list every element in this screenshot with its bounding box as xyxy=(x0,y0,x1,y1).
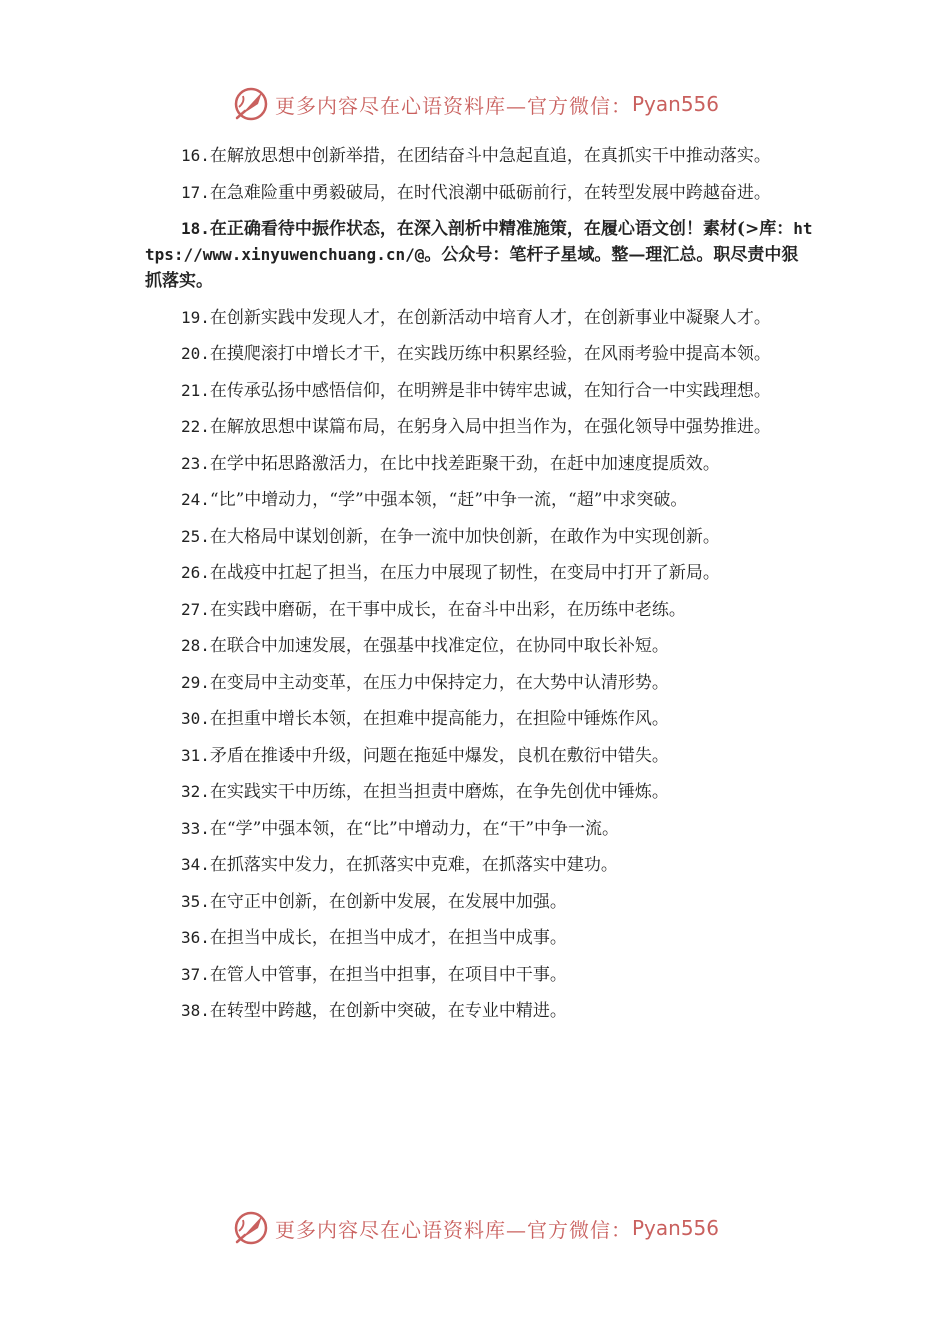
footer-banner xyxy=(0,1206,950,1250)
banner-wechat-id: Pyan556 xyxy=(631,1216,719,1240)
list-item: 25.在大格局中谋划创新，在争一流中加快创新，在敢作为中实现创新。 xyxy=(181,526,720,547)
list-item: 36.在担当中成长，在担当中成才，在担当中成事。 xyxy=(181,928,567,948)
watermark-url: https://www.xinyuwenchuang.cn/@ xyxy=(145,219,813,264)
list-item: 17.在急难险重中勇毅破局，在时代浪潮中砥砺前行，在转型发展中跨越奋进。 xyxy=(181,182,771,203)
list-item: 26.在战疫中扛起了担当，在压力中展现了韧性，在变局中打开了新局。 xyxy=(181,563,720,583)
quill-pen-logo-icon xyxy=(231,84,271,124)
list-item: 18.在正确看待中振作状态，在深入剖析中精准施策，在履心语文创！素材(>库：https://www.xinyuwenchuang.cn/@。公众号：笔杆子星域。整—理汇总。职尽责中狠抓落实。 xyxy=(145,219,813,291)
banner-text: 更多内容尽在心语资料库—官方微信： xyxy=(274,93,632,118)
list-item: 28.在联合中加速发展，在强基中找准定位，在协同中取长补短。 xyxy=(181,636,669,656)
header-banner xyxy=(0,82,950,126)
list-item: 19.在创新实践中发现人才，在创新活动中培育人才，在创新事业中凝聚人才。 xyxy=(181,307,771,328)
quill-pen-logo-icon xyxy=(231,1208,271,1248)
list-item: 37.在管人中管事，在担当中担事，在项目中干事。 xyxy=(181,964,567,985)
list-item: 32.在实践实干中历练，在担当担责中磨炼，在争先创优中锤炼。 xyxy=(181,782,669,802)
list-item: 23.在学中拓思路激活力，在比中找差距聚干劲，在赶中加速度提质效。 xyxy=(181,453,720,474)
list-item: 16.在解放思想中创新举措，在团结奋斗中急起直追，在真抓实干中推动落实。 xyxy=(181,146,771,166)
list-item: 22.在解放思想中谋篇布局，在躬身入局中担当作为，在强化领导中强势推进。 xyxy=(181,417,771,437)
list-item: 33.在“学”中强本领，在“比”中增动力，在“干”中争一流。 xyxy=(181,818,620,839)
list-item: 24.“比”中增动力，“学”中强本领，“赶”中争一流，“超”中求突破。 xyxy=(181,490,688,510)
banner-text: 更多内容尽在心语资料库—官方微信： xyxy=(274,1217,632,1242)
list-item: 20.在摸爬滚打中增长才干，在实践历练中积累经验，在风雨考验中提高本领。 xyxy=(181,344,771,364)
document-body xyxy=(145,143,815,1035)
list-item: 31.矛盾在推诿中升级，问题在拖延中爆发，良机在敷衍中错失。 xyxy=(181,745,669,766)
list-item: 35.在守正中创新，在创新中发展，在发展中加强。 xyxy=(181,891,567,912)
banner-wechat-id: Pyan556 xyxy=(631,92,719,116)
list-item: 21.在传承弘扬中感悟信仰，在明辨是非中铸牢忠诚，在知行合一中实践理想。 xyxy=(181,380,771,401)
list-item: 29.在变局中主动变革，在压力中保持定力，在大势中认清形势。 xyxy=(181,672,669,693)
list-item: 30.在担重中增长本领，在担难中提高能力，在担险中锤炼作风。 xyxy=(181,709,669,729)
list-item: 27.在实践中磨砺，在干事中成长，在奋斗中出彩，在历练中老练。 xyxy=(181,599,686,620)
list-item: 34.在抓落实中发力，在抓落实中克难，在抓落实中建功。 xyxy=(181,855,618,875)
list-item: 38.在转型中跨越，在创新中突破，在专业中精进。 xyxy=(181,1001,567,1021)
